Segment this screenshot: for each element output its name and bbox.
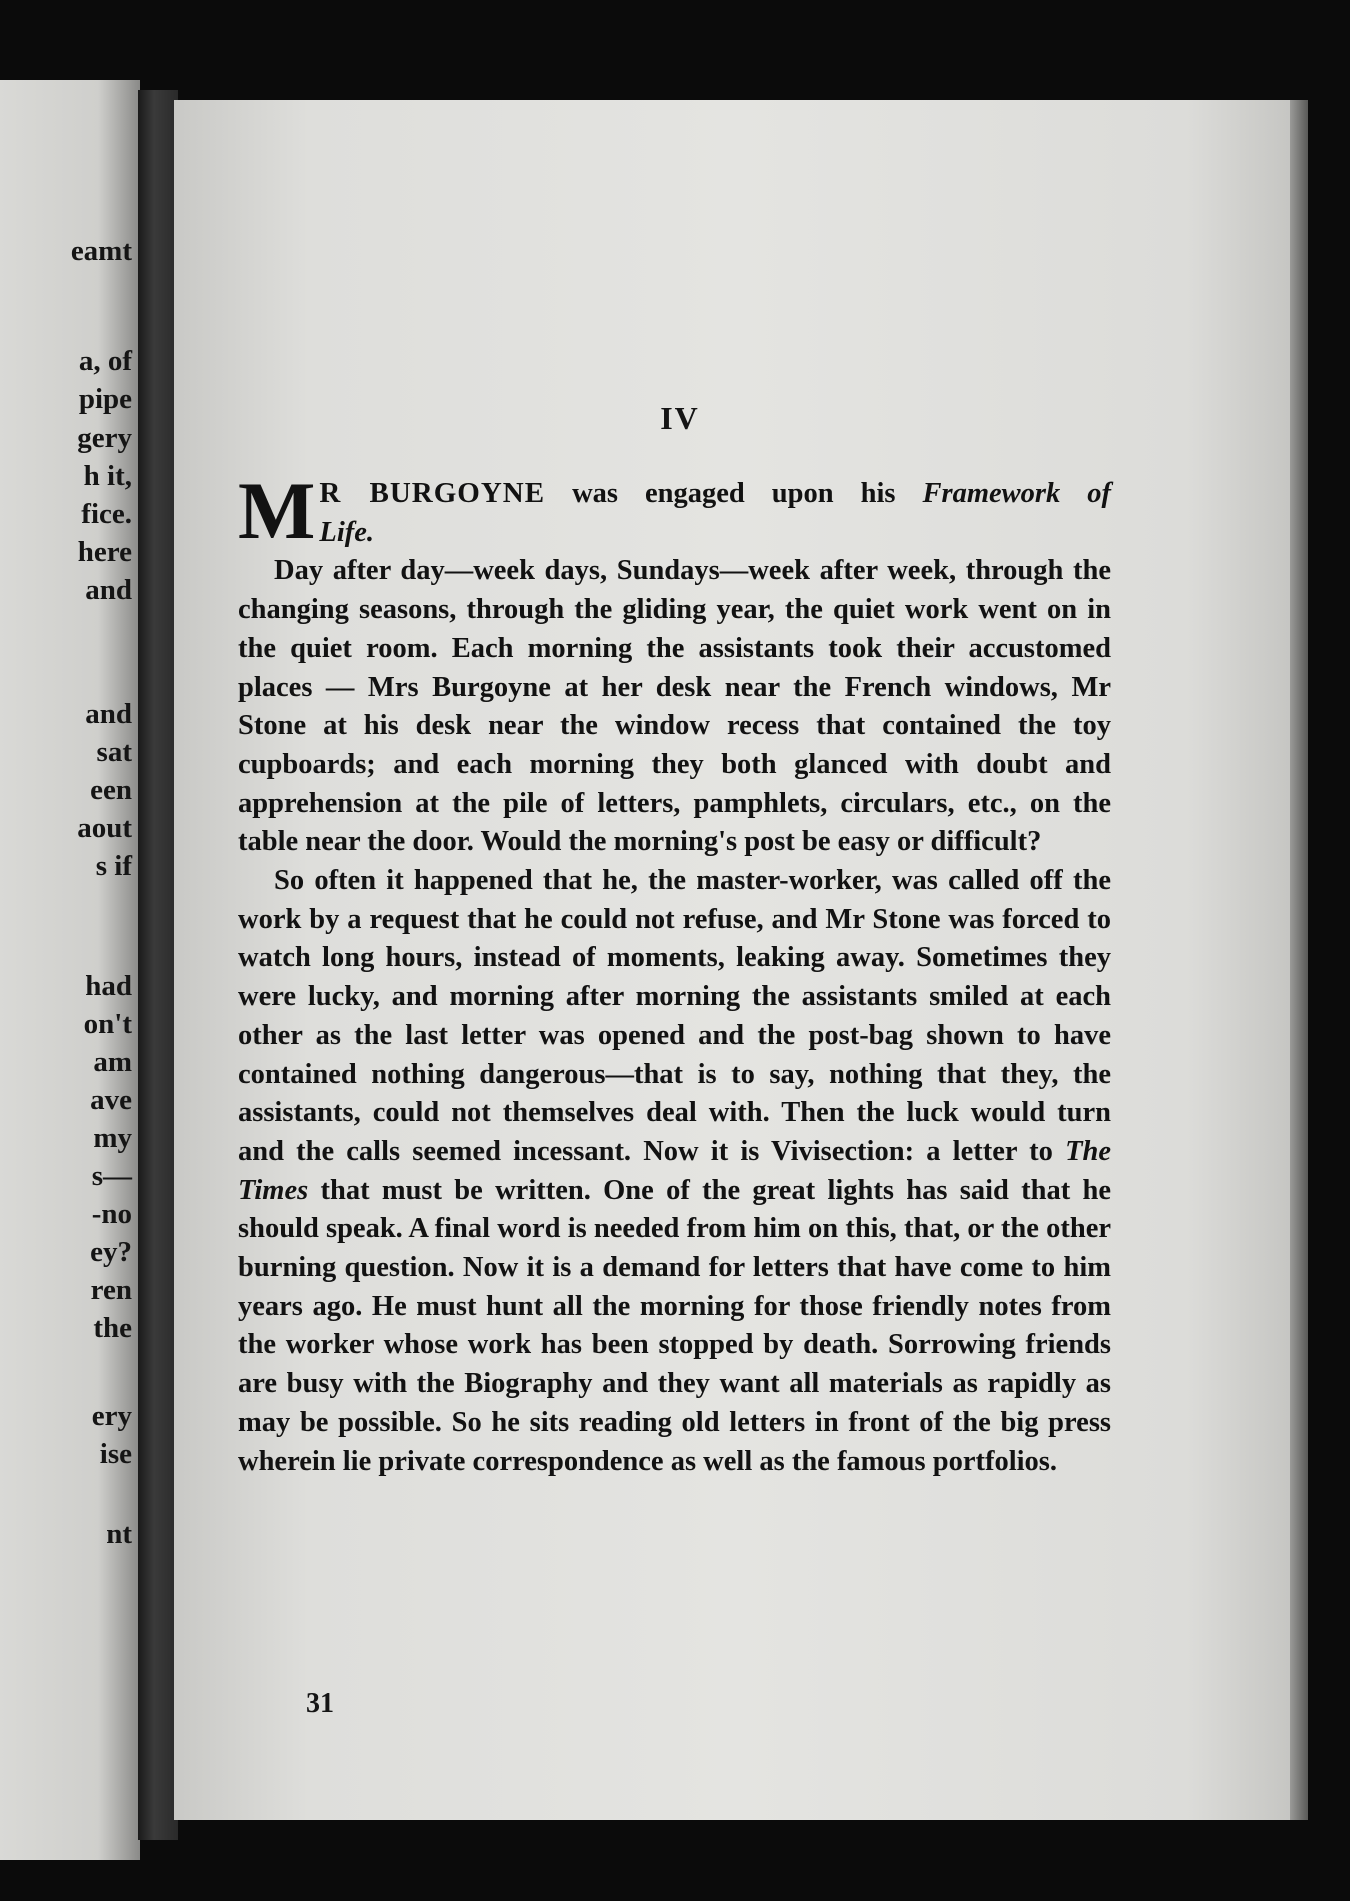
left-page [0,80,140,1860]
left-fragment: ery [91,1400,132,1432]
left-fragment: on't [83,1008,132,1040]
paragraph-2-part-1: So often it happened that he, the master-worker, was called off the work by a request that he could not refuse, and Mr Stone was forced to watch long hours, instead of moments, leaking away. Sometimes they were lucky, and morning after morning the assistants smiled at each other as the last letter was opened and the post-bag shown to have contained nothing dangerous—that is to say, nothing that they, the assistants, could not themselves deal with. Then the luck would turn and the calls seemed incessant. Now it is Vivisection: a letter to [238,865,1111,1167]
left-fragment: here [77,536,132,568]
left-fragment: ey? [90,1236,132,1268]
left-fragment: gery [77,422,132,454]
left-fragment: ren [90,1274,132,1306]
left-fragment: s if [95,850,132,882]
paragraph-2-part-2: that must be written. One of the great lights has said that he should speak. A final word is needed from him on this, that, or the other burning question. Now it is a demand for letters that have come to him years ago. He must hunt all the morning for those friendly notes from the worker whose work has been stopped by death. Sorrowing friends are busy with the Biography and they want all materials as rapidly as may be possible. So he sits reading old letters in front of the big press wherein lie private correspondence as well as the famous portfolios. [238,1174,1111,1477]
left-fragment: and [85,574,132,606]
left-fragment: h it, [83,460,132,492]
left-fragment: ise [99,1438,132,1470]
left-fragment: my [93,1122,132,1154]
opening-italic: Framework of [922,478,1111,509]
book-gutter [138,90,178,1840]
left-fragment: the [93,1312,132,1344]
opening-italic-2: Life. [319,516,374,548]
left-fragment: eamt [70,235,132,267]
drop-cap: M [238,465,316,556]
opening-smallcaps: R BURGOYNE [319,477,546,509]
newspaper-title: The Times [238,1135,1111,1206]
opening-line [238,465,1111,556]
left-fragment: pipe [78,383,132,415]
opening-plain: was engaged upon his [545,478,923,509]
left-fragment: and [85,698,132,730]
page-number: 31 [306,1688,334,1719]
left-fragment: een [90,774,132,806]
opening-text [319,474,1111,552]
left-fragment: sat [96,736,132,768]
left-fragment: nt [106,1518,132,1550]
left-fragment: ave [90,1084,132,1116]
left-fragment: aout [77,812,132,844]
paragraph-1: Day after day—week days, Sundays—week after week, through the changing seasons, through the gliding year, the quiet work went on in the quiet room. Each morning the assistants took their accustomed places — Mrs Burgoyne at her desk near the French windows, Mr Stone at his desk near the window recess that contained the toy cupboards; and each morning they both glanced with doubt and apprehension at the pile of letters, pamphlets, circulars, etc., on the table near the door. Would the morning's post be easy or difficult? [238,555,1111,858]
left-fragment: had [85,970,132,1002]
body-text [238,465,1111,1481]
page-edge [1290,100,1308,1820]
left-fragment: s— [91,1160,132,1192]
left-fragment: -no [91,1198,132,1230]
paragraph-2 [238,862,1111,1481]
chapter-heading: IV [660,400,700,436]
left-fragment: fice. [81,498,132,530]
left-fragment: am [93,1046,132,1078]
left-fragment: a, of [78,345,132,377]
